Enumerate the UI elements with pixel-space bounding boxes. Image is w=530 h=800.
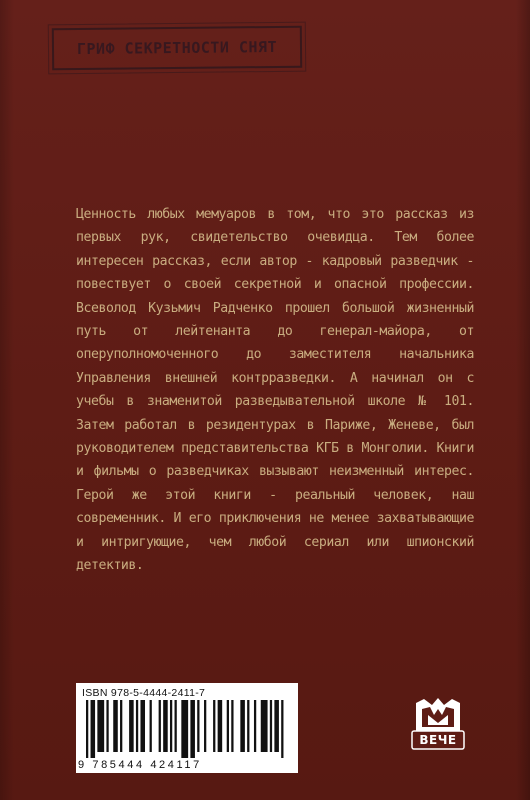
publisher-emblem-icon <box>410 697 466 759</box>
book-blurb: Ценность любых мемуаров в том, что это рассказ из первых рук, свидетельство очевидца. Тем более интересен рассказ, если автор - кадровый разведчик - повествует о своей секретной и опасной профессии. Всеволод Кузьмич Радченко прошел большой жизненный путь от лейтенанта до генерал-майора, от оперуполномоченного до заместителя начальника Управления внешней контрразведки. А начинал он с учебы в знаменитой разведывательной школе № 101. Затем работал в резидентурах в Париже, Женеве, был руководителем представительства КГБ в Монголии. Книги и фильмы о разведчиках вызывают неизменный интерес. Герой же этой книги - реальный человек, наш современник. И его приключения не менее захватывающие и интригующие, чем любой сериал или шпионский детектив. <box>76 207 474 574</box>
isbn-number: ISBN 978-5-4444-2411-7 <box>82 687 206 699</box>
barcode-digits: 9 785444 424117 <box>78 759 202 771</box>
declassified-stamp <box>52 26 302 71</box>
publisher-logo <box>410 697 466 759</box>
stamp-text: ГРИФ СЕКРЕТНОСТИ СНЯТ <box>76 37 278 59</box>
isbn-barcode-box <box>76 683 298 773</box>
barcode-icon <box>86 700 288 758</box>
publisher-name: ВЕЧЕ <box>419 733 457 747</box>
